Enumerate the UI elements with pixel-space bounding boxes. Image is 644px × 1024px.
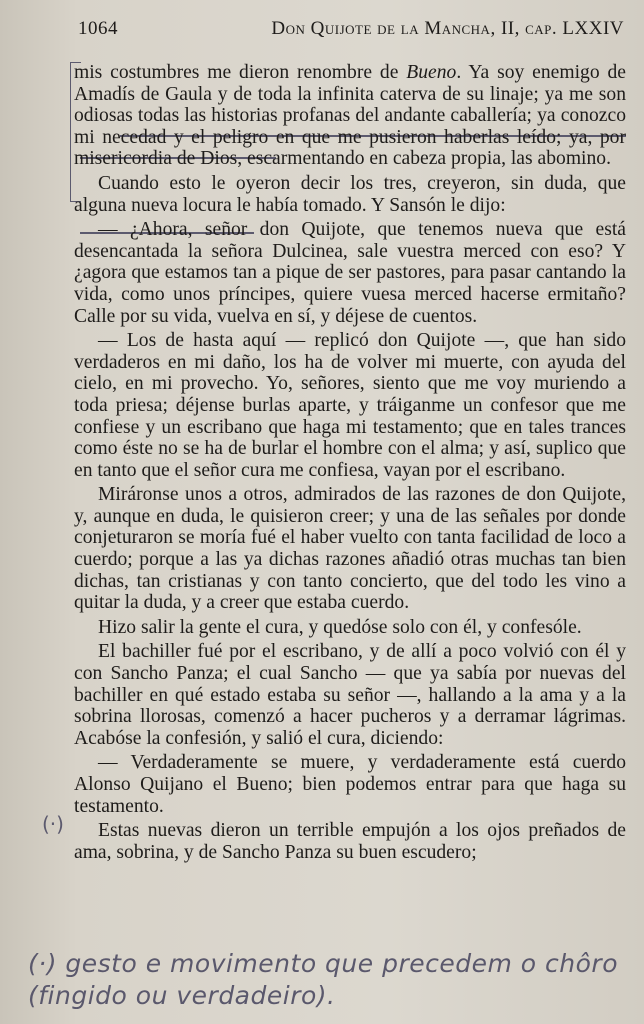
page-number: 1064 bbox=[78, 18, 118, 39]
paragraph-1: mis costumbres me dieron renombre de Bueno. Ya soy enemigo de Amadís de Gaula y de toda la infinita caterva de su linaje; ya me son odiosas todas las historias profanas del andante caballería; ya conozco mi necedad y el peligro en que me pusieron haberlas leído; ya, por misericordia de Dios, escarmentando en cabeza propia, las abomino. bbox=[74, 62, 626, 170]
running-title: Don Quijote de la Mancha, II, cap. LXXIV bbox=[271, 18, 624, 39]
handwritten-note: (·) gesto e movimento que precedem o chôro (fingido ou verdadeiro). bbox=[28, 949, 619, 1010]
paragraph-2: Cuando esto le oyeron decir los tres, creyeron, sin duda, que alguna nueva locura le había tomado. Y Sansón le dijo: bbox=[74, 172, 626, 216]
paragraph-7: El bachiller fué por el escribano, y de allí a poco volvió con él y con Sancho Panza; el cual Sancho — que ya sabía por nuevas del bachiller en qué estado estaba su señor —, hallando a la ama y a la sobrina llorosas, comenzó a hacer pucheros y a derramar lágrimas. Acabóse la confesión, y salió el cura, diciendo: bbox=[74, 641, 626, 749]
paragraph-6: Hizo salir la gente el cura, y quedóse solo con él, y confesóle. bbox=[98, 616, 582, 638]
body-text bbox=[74, 62, 626, 866]
paragraph-8: — Verdaderamente se muere, y verdaderamente está cuerdo Alonso Quijano el Bueno; bien podemos entrar para que haga su testamento. bbox=[74, 752, 626, 817]
paragraph-4: — Los de hasta aquí — replicó don Quijote —, que han sido verdaderos en mi daño, los ha de volver mi muerte, con ayuda del cielo, en mi provecho. Yo, señores, siento que me voy muriendo a toda priesa; déjense burlas aparte, y tráiganme un confesor que me confiese y un escribano que haga mi testamento; que en tales trances como éste no se ha de burlar el hombre con el alma; y así, suplico que en tanto que el señor cura me confiesa, vayan por el escribano. bbox=[74, 330, 626, 481]
margin-pen-mark: (·) bbox=[42, 812, 64, 836]
paragraph-5: Miráronse unos a otros, admirados de las razones de don Quijote, y, aunque en duda, le quisieron creer; y una de las señales por donde conjeturaron se moría fué el haber vuelto con tanta facilidad de loco a cuerdo; porque a las ya dichas razones añadió otras muchas tan bien dichas, tan cristianas y con tanto concierto, que del todo les vino a quitar la duda, y a creer que estaba cuerdo. bbox=[74, 484, 626, 614]
emphasis-bueno: Bueno bbox=[406, 62, 457, 83]
paragraph-9: Estas nuevas dieron un terrible empujón a los ojos preñados de ama, sobrina, y de Sancho Panza su buen escudero; bbox=[74, 820, 626, 863]
paragraph-3: — ¿Ahora, señor don Quijote, que tenemos nueva que está desencantada la señora Dulcinea, sale vuestra merced con eso? Y ¿agora que estamos tan a pique de ser pastores, para pasar cantando la vida, como unos príncipes, quiere vuesa merced hacerse ermitaño? Calle por su vida, vuelva en sí, y déjese de cuentos. bbox=[74, 219, 626, 327]
running-header bbox=[78, 14, 624, 46]
